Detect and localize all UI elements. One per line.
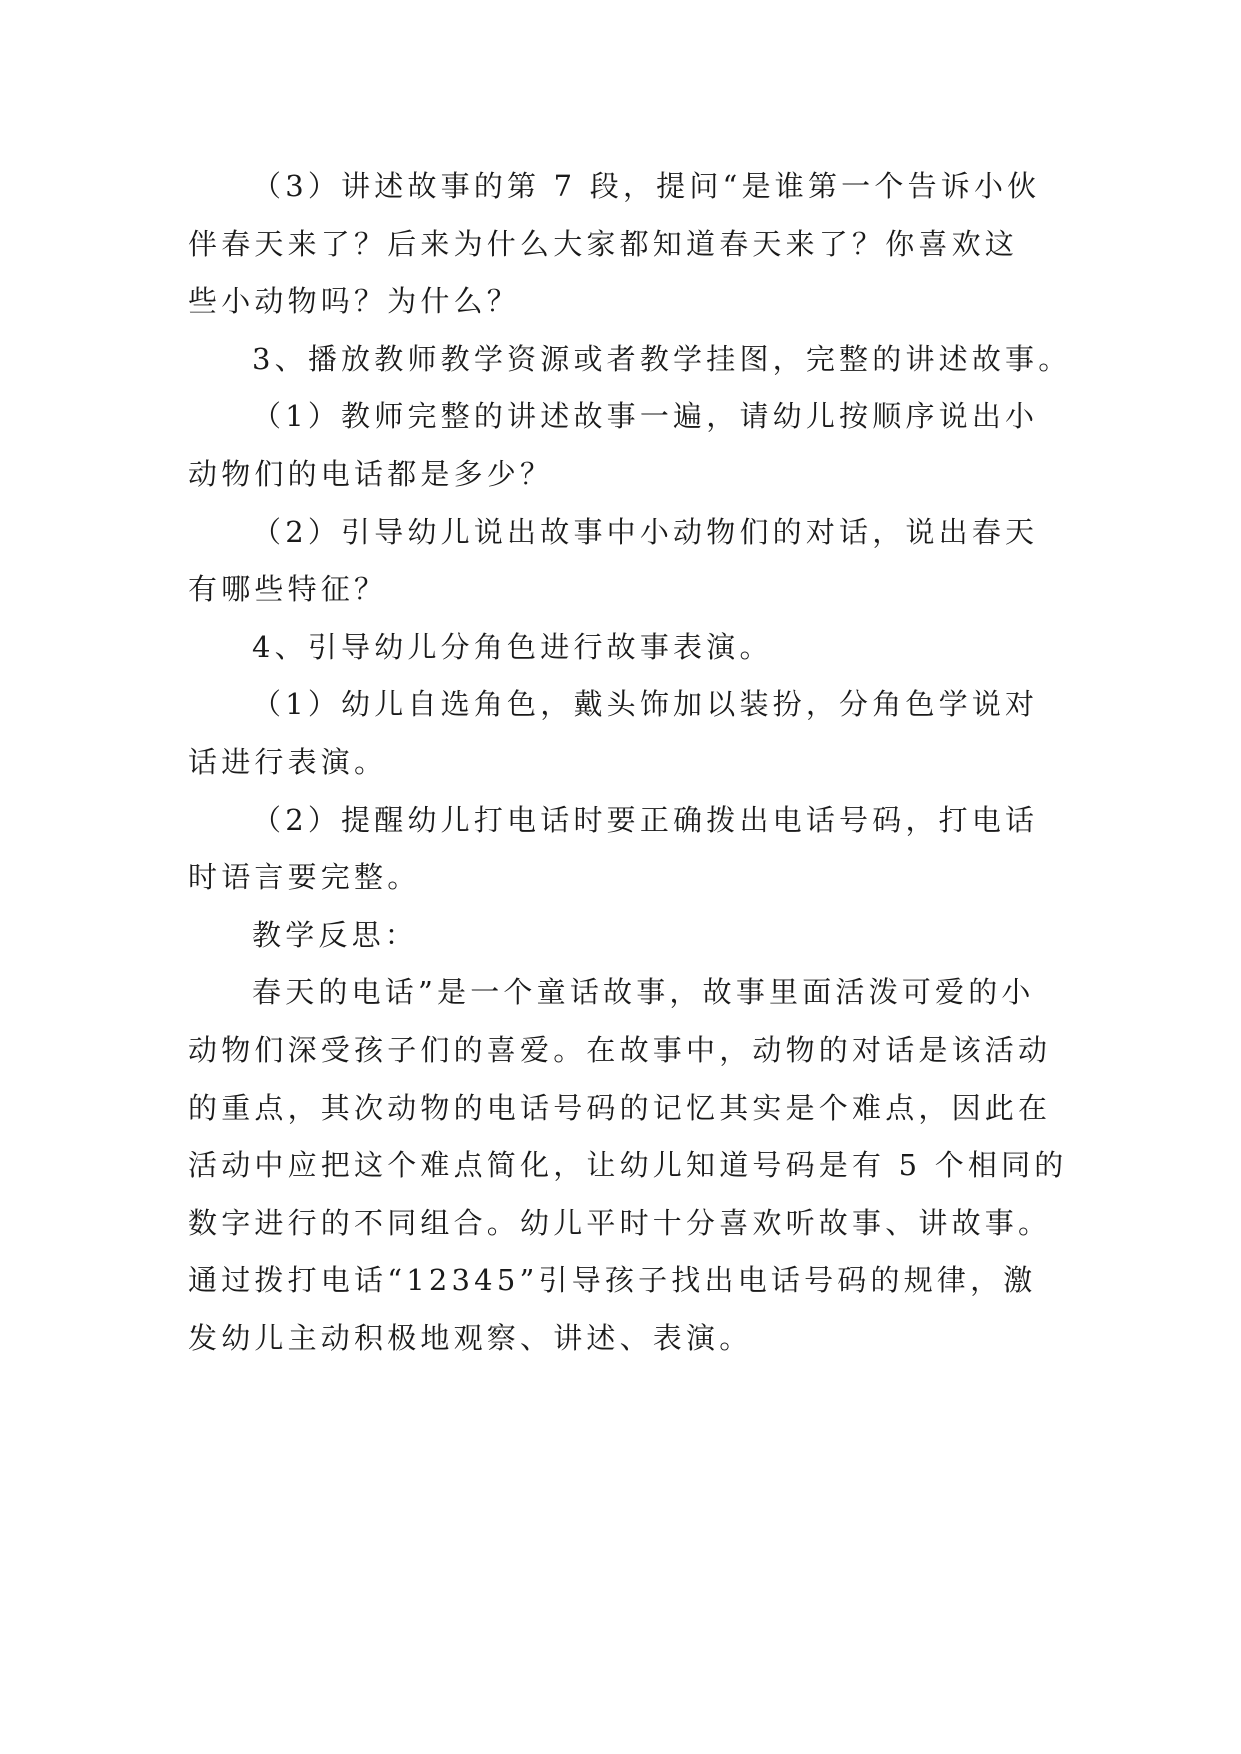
text-line: 伴春天来了？后来为什么大家都知道春天来了？你喜欢这 — [188, 226, 1019, 261]
text-line: 发幼儿主动积极地观察、讲述、表演。 — [188, 1320, 753, 1355]
text-line: 些小动物吗？为什么？ — [188, 284, 521, 319]
paragraph-step-4 — [188, 619, 1068, 677]
paragraph-step-3-1 — [188, 388, 1068, 503]
paragraph-step-3-2 — [188, 504, 1068, 619]
paragraph-step-4-2 — [188, 792, 1068, 907]
text-line: 的重点，其次动物的电话号码的记忆其实是个难点，因此在 — [188, 1090, 1052, 1125]
text-line: 话进行表演。 — [188, 744, 388, 779]
document-body — [188, 158, 1072, 1367]
paragraph-step-3-3 — [188, 158, 1068, 331]
text-line: 动物们的电话都是多少？ — [188, 456, 554, 491]
text-line: 动物们深受孩子们的喜爱。在故事中，动物的对话是该活动 — [188, 1032, 1052, 1067]
text-line: 有哪些特征？ — [188, 572, 388, 607]
paragraph-step-4-1 — [188, 676, 1068, 791]
text-line: （1）幼儿自选角色，戴头饰加以装扮，分角色学说对 — [252, 687, 1039, 722]
text-line: 教学反思： — [252, 917, 419, 952]
text-line: 春天的电话”是一个童话故事，故事里面活泼可爱的小 — [252, 975, 1035, 1010]
text-line: （2）引导幼儿说出故事中小动物们的对话，说出春天 — [252, 514, 1039, 549]
text-line: 时语言要完整。 — [188, 860, 421, 895]
text-line: （1）教师完整的讲述故事一遍，请幼儿按顺序说出小 — [252, 399, 1039, 434]
text-line: （3）讲述故事的第 7 段，提问“是谁第一个告诉小伙 — [252, 169, 1041, 203]
text-line: 3、播放教师教学资源或者教学挂图，完整的讲述故事。 — [252, 341, 1072, 376]
paragraph-step-3 — [188, 331, 1072, 389]
text-line: （2）提醒幼儿打电话时要正确拨出电话号码，打电话 — [252, 802, 1039, 837]
section-heading-reflection — [188, 907, 1068, 965]
text-line: 4、引导幼儿分角色进行故事表演。 — [252, 629, 773, 664]
text-line: 活动中应把这个难点简化，让幼儿知道号码是有 5 个相同的 — [188, 1148, 1068, 1183]
text-line: 通过拨打电话“12345”引导孩子找出电话号码的规律，激 — [188, 1263, 1037, 1298]
text-line: 数字进行的不同组合。幼儿平时十分喜欢听故事、讲故事。 — [188, 1205, 1052, 1240]
paragraph-reflection — [188, 964, 1068, 1367]
